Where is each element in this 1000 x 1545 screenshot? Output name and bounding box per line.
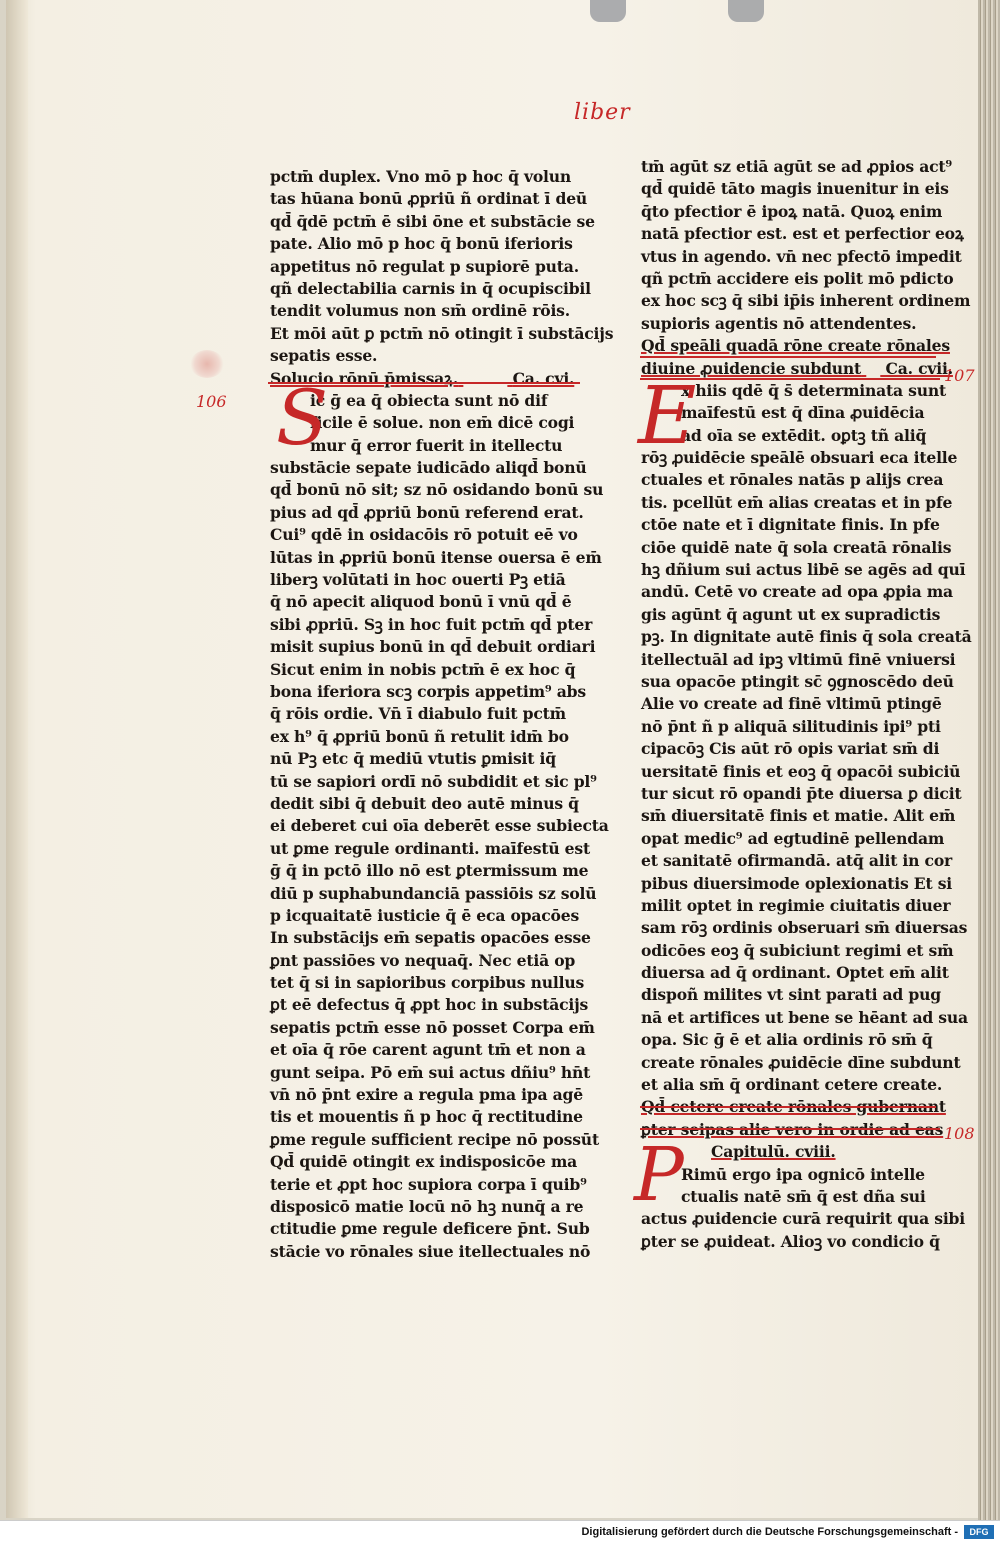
text-line: substācie sepate iudicādo aliqd̄ bonū — [270, 458, 587, 478]
text-line: lūtas in ꝓpriū bonū itense ouersa ē em̄ — [270, 547, 602, 567]
text-line: x hiis qdē q̄ s̄ determinata sunt — [681, 380, 947, 400]
text-line: ḡ q̄ in pctō illo nō est ꝑtermissum me — [270, 861, 589, 881]
text-line: pctm̄ duplex. Vno mō p hoc q̄ volun — [270, 167, 572, 186]
left-text-column — [270, 166, 614, 1263]
marginal-note-106: 106 — [196, 392, 227, 411]
text-line: sm̄ diuersitatē finis et matie. Alit em̄ — [641, 806, 956, 826]
text-line: disposicō matie locū nō hꝫ nunq̄ a re — [270, 1196, 584, 1216]
text-line: andū. Cetē vo create ad opa ꝓpia ma — [641, 582, 953, 602]
text-line: ex hoc scꝫ q̄ sibi ip̄is inherent ordinem — [641, 291, 971, 311]
text-line: q̄to pfectior ē ipoꝝ natā. Quoꝝ enim — [641, 201, 943, 221]
text-line: milit optet in regimie ciuitatis diuer — [641, 895, 951, 915]
text-line: vtus in agendo. vn̄ nec pfectō impedit — [641, 246, 962, 266]
text-line: et alia sm̄ q̄ ordinant cetere create. — [641, 1075, 943, 1095]
text-line: diuersa ad q̄ ordinant. Optet em̄ alit — [641, 963, 949, 983]
text-line: ad oīa se extēdit. oꝑtꝫ tñ aliq̄ — [681, 425, 927, 445]
text-line: nū Pꝫ etc q̄ mediū vtutis ꝑmisit iq̄ — [270, 749, 556, 769]
text-line: liberꝫ volūtati in hoc ouerti Pꝫ etiā — [270, 570, 566, 590]
running-head: liber — [574, 100, 631, 125]
text-line: nā et artifices ut bene se hēant ad sua — [641, 1007, 968, 1027]
text-line: ꝑme regule sufficient recipe nō possūt — [270, 1129, 599, 1149]
text-line: sepatis pctm̄ esse nō posset Corpa em̄ — [270, 1017, 595, 1037]
text-line: ei deberet cui oīa deberēt esse subiecta — [270, 816, 609, 836]
text-line: qd̄ bonū nō sit; sz nō osidando bonū su — [270, 480, 604, 500]
text-line: qd̄ quidē tāto magis inuenitur in eis — [641, 179, 949, 199]
text-line: et sanitatē ofirmandā. atq̄ alit in cor — [641, 851, 953, 871]
text-line: tis et mouentis ñ p hoc q̄ rectitudine — [270, 1107, 583, 1127]
text-line: dispoñ milites vt sint parati ad pug — [641, 985, 941, 1005]
text-line: ut ꝑme regule ordinanti. maīfestū est — [270, 838, 590, 858]
drop-capital-p: P — [634, 1132, 684, 1218]
text-line: tur sicut rō opandi p̄te diuersa ꝑ dicit — [641, 783, 962, 803]
text-line: tas hūana bonū ꝓpriū ñ ordinat ī deū — [270, 189, 588, 209]
text-line: Rimū ergo ipa ognicō intelle — [681, 1164, 925, 1184]
text-line: qd̄ q̄dē pctm̄ ē sibi ōne et substācie se — [270, 211, 595, 231]
text-line: opat medic⁹ ad egtudinē pellendam — [641, 828, 945, 848]
red-ink-stain — [190, 350, 224, 378]
chapter-rubric: diuine ꝓuidencie subdunt — [641, 358, 862, 378]
text-line: mur q̄ error fuerit in itellectu — [310, 435, 563, 455]
page-fore-edge — [978, 0, 1000, 1520]
text-line: pate. Alio mō p hoc q̄ bonū iferioris — [270, 234, 573, 254]
text-line: ctualis natē sm̄ q̄ est dña sui — [681, 1186, 926, 1206]
text-line: gunt seipa. Pō em̄ sui actus dñiu⁹ hn̄t — [270, 1062, 591, 1082]
text-line: pius ad qd̄ ꝓpriū bonū referend erat. — [270, 502, 584, 522]
rubric-underline — [640, 378, 940, 380]
text-line: qñ delectabilia carnis in q̄ ocupiscibil — [270, 278, 591, 298]
footer-bar — [0, 1520, 1000, 1545]
page-clip-left — [590, 0, 626, 22]
text-line: pibus diuersimode oplexionatis Et si — [641, 873, 953, 893]
text-line: ex h⁹ q̄ ꝓpriū bonū ñ retulit idm̄ bo — [270, 726, 569, 746]
text-line: qñ pctm̄ accidere eis polit mō pdicto — [641, 268, 954, 288]
marginal-note-107: 107 — [944, 366, 975, 385]
text-line: Et mōi aūt ꝑ pctm̄ nō otingit ī substācijs — [270, 323, 614, 343]
text-line: stācie vo rōnales siue itellectuales nō — [270, 1241, 591, 1261]
text-line: pꝫ. In dignitate autē finis q̄ sola creatā — [641, 627, 972, 647]
text-line: opa. Sic ḡ ē et alia ordinis rō sm̄ q̄ — [641, 1030, 933, 1050]
rubric-underline — [640, 1128, 940, 1130]
chapter-rubric-line: Qd̄ cetere create rōnales gubernant — [641, 1097, 946, 1117]
text-line: sepatis esse. — [270, 346, 378, 366]
text-line: itellectuāl ad ipꝫ vltimū finē vniuersi — [641, 649, 956, 669]
text-line: gis agūnt q̄ agunt ut ex supradictis — [641, 604, 941, 624]
text-line: supioris agentis nō attendentes. — [641, 313, 917, 333]
text-line: create rōnales ꝓuidēcie dīne subdunt — [641, 1052, 961, 1072]
chapter-rubric-line: ꝑter seipas alie vero in ordie ad eas — [641, 1119, 944, 1139]
chapter-number: Ca. cvii. — [885, 358, 953, 378]
rubric-underline — [640, 1106, 936, 1108]
dfg-logo: DFG — [964, 1525, 994, 1539]
text-line: p icquaitatē iusticie q̄ ē eca opacōes — [270, 905, 580, 925]
chapter-number: Capitulū. cviii. — [711, 1142, 836, 1162]
text-line: rōꝫ ꝓuidēcie speālē obsuari eca itelle — [641, 448, 958, 468]
text-line: cipacōꝫ Cis aūt rō opis variat sm̄ di — [641, 739, 940, 759]
text-line: tendit volumus non sm̄ ordinē rōis. — [270, 301, 570, 321]
text-line: Sicut enim in nobis pctm̄ ē ex hoc q̄ — [270, 659, 576, 679]
page-clip-right — [728, 0, 764, 22]
text-line: ꝑt eē defectus q̄ ꝓpt hoc in substācijs — [270, 995, 589, 1015]
text-line: q̄ nō apecit aliquod bonū ī vnū qd̄ ē — [270, 592, 572, 612]
text-line: et oīa q̄ rōe carent agunt tm̄ et non a — [270, 1040, 586, 1060]
text-line: sam rōꝫ ordinis obseruari sm̄ diuersas — [641, 918, 968, 938]
text-line: maīfestū est q̄ dīna ꝓuidēcia — [681, 403, 925, 423]
drop-capital-s: S — [276, 373, 329, 462]
funding-credit: Digitalisierung gefördert durch die Deutsche Forschungsgemeinschaft - — [581, 1526, 958, 1538]
chapter-rubric: Solucio rōnū p̄missaꝝ. — [270, 368, 459, 388]
text-line: misit supius bonū in qd̄ debuit ordiari — [270, 637, 596, 657]
text-line: ctitudie ꝑme regule deficere p̄nt. Sub — [270, 1219, 590, 1239]
text-line: dedit sibi q̄ debuit deo autē minus q̄ — [270, 793, 579, 813]
text-line: sua opacōe ptingit sc̄ ꝯgnoscēdo deū — [641, 671, 954, 691]
text-line: tm̄ agūt sz etiā agūt se ad ꝓpios act⁹ — [641, 157, 953, 176]
text-line: Cui⁹ qdē in osidacōis rō potuit eē vo — [270, 525, 578, 545]
text-line: q̄ rōis ordie. Vn̄ ī diabulo fuit pctm̄ — [270, 704, 566, 724]
text-line: bona iferiora scꝫ corpis appetim⁹ abs — [270, 681, 586, 701]
text-line: terie et ꝓpt hoc supiora corpa ī quib⁹ — [270, 1174, 587, 1194]
text-line: tū se sapiori ordī nō subdidit et sic pl⁹ — [270, 771, 597, 791]
text-line: Qd̄ quidē otingit ex indisposicōe ma — [270, 1152, 578, 1172]
marginal-note-108: 108 — [944, 1124, 975, 1143]
text-line: Alie vo create ad finē vltimū ptingē — [641, 694, 942, 714]
text-line: diū p suphabundanciā passiōis sz solū — [270, 883, 597, 903]
drop-capital-e: E — [638, 369, 697, 462]
text-line: ficile ē solue. non em̄ dicē cogi — [310, 413, 575, 433]
text-line: ciōe quidē nate q̄ sola creatā rōnalis — [641, 537, 952, 557]
text-line: actus ꝓuidencie curā requirit qua sibi — [641, 1209, 965, 1229]
text-line: sibi ꝓpriū. Sꝫ in hoc fuit pctm̄ qd̄ pter — [270, 614, 593, 634]
text-line: ic ḡ ea q̄ obiecta sunt nō dif — [310, 390, 548, 410]
text-line: vn̄ nō p̄nt exire a regula pma ipa agē — [270, 1085, 583, 1105]
text-line: tet q̄ si in sapioribus corpibus nullus — [270, 973, 585, 993]
rubric-underline — [268, 382, 580, 384]
text-line: In substācijs em̄ sepatis opacōes esse — [270, 928, 591, 948]
text-line: natā pfectior est. est et perfectior eoꝝ — [641, 224, 964, 244]
text-line: odicōes eoꝫ q̄ subiciunt regimi et sm̄ — [641, 940, 954, 960]
text-line: uersitatē finis et eoꝫ q̄ opacōi subiciū — [641, 761, 961, 781]
text-line: ꝑnt passiōes vo nequaq̄. Nec etiā op — [270, 950, 576, 970]
text-line: nō p̄nt ñ p aliquā silitudinis ipi⁹ pti — [641, 716, 941, 736]
text-line: ctuales et rōnales natās p alijs crea — [641, 470, 944, 490]
rubric-underline — [640, 356, 936, 358]
text-line: appetitus nō regulat p supiorē puta. — [270, 256, 579, 276]
text-line: ctōe nate et ī dignitate finis. In pfe — [641, 515, 940, 535]
text-line: tis. pcellūt em̄ alias creatas et in pfe — [641, 492, 953, 512]
page-gutter — [6, 0, 28, 1518]
chapter-rubric-line: Qd̄ speāli quadā rōne create rōnales — [641, 336, 950, 356]
text-line: hꝫ dñium sui actus libē se agēs ad quī — [641, 560, 966, 580]
text-line: ꝑter se ꝓuideat. Alioꝫ vo condicio q̄ — [641, 1231, 940, 1251]
chapter-number: Ca. cvi. — [512, 368, 575, 388]
